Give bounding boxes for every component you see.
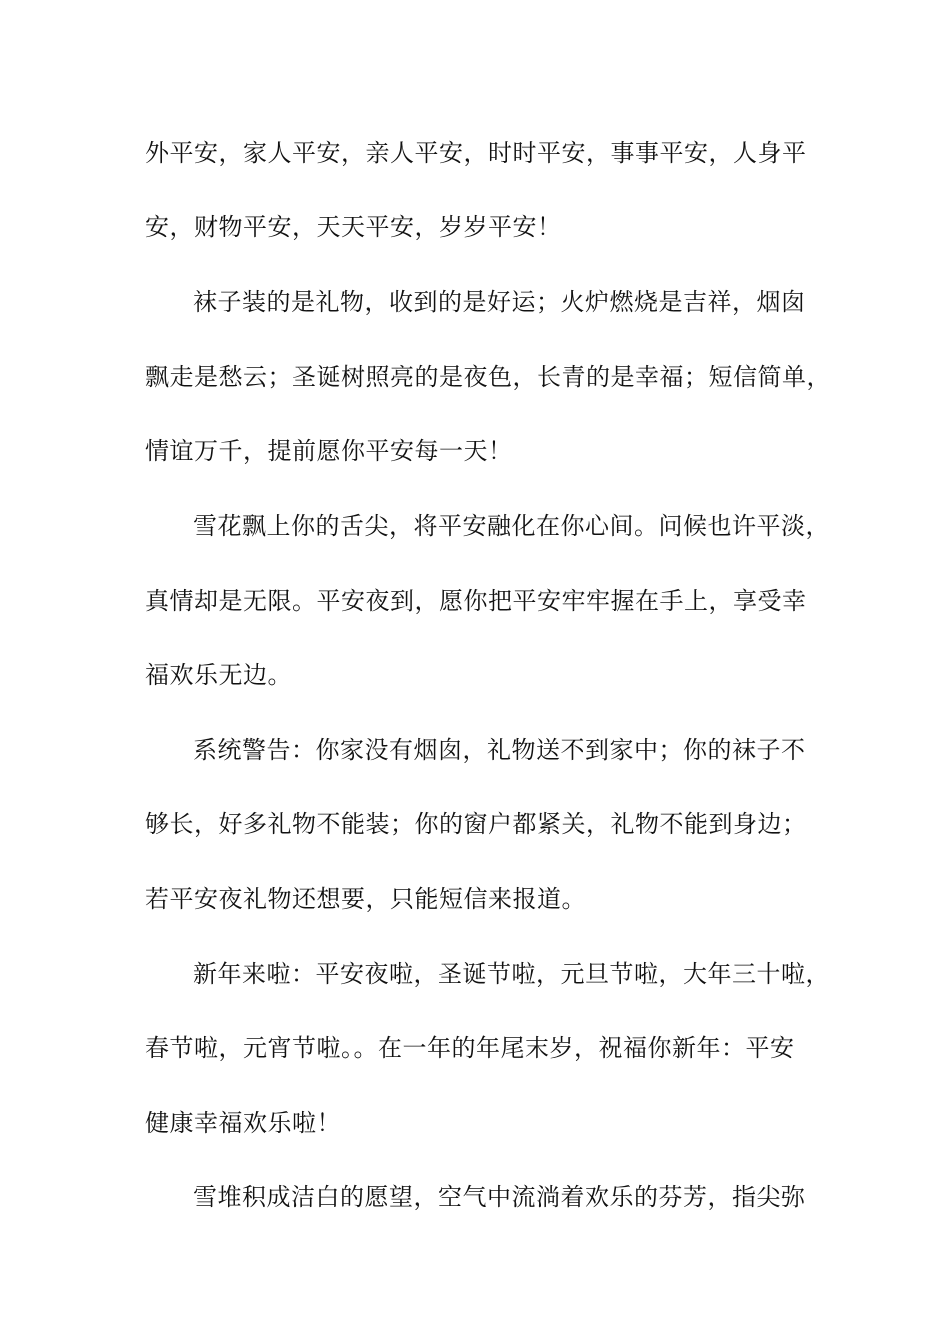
text-line: 福欢乐无边。: [145, 661, 292, 689]
text-line: 春节啦，元宵节啦。。在一年的年尾末岁，祝福你新年：平安: [145, 1034, 795, 1062]
paragraph-first-line: 雪花飘上你的舌尖，将平安融化在你心间。问候也许平淡，: [193, 512, 830, 540]
text-line: 够长，好多礼物不能装；你的窗户都紧关，礼物不能到身边；: [145, 810, 807, 838]
text-line: 真情却是无限。平安夜到，愿你把平安牢牢握在手上，享受幸: [145, 587, 807, 615]
text-line: 外平安，家人平安，亲人平安，时时平安，事事平安，人身平: [145, 139, 807, 167]
text-line: 安，财物平安，天天平安，岁岁平安！: [145, 213, 562, 241]
paragraph-first-line: 系统警告：你家没有烟囱，礼物送不到家中；你的袜子不: [193, 736, 806, 764]
paragraph-first-line: 雪堆积成洁白的愿望，空气中流淌着欢乐的芬芳，指尖弥: [193, 1183, 806, 1211]
text-line: 若平安夜礼物还想要，只能短信来报道。: [145, 885, 586, 913]
paragraph-first-line: 袜子装的是礼物，收到的是好运；火炉燃烧是吉祥，烟囱: [193, 288, 806, 316]
text-line: 健康幸福欢乐啦！: [145, 1109, 341, 1137]
text-line: 情谊万千，提前愿你平安每一天！: [145, 437, 513, 465]
text-line: 飘走是愁云；圣诞树照亮的是夜色，长青的是幸福；短信简单，: [145, 363, 831, 391]
paragraph-first-line: 新年来啦：平安夜啦，圣诞节啦，元旦节啦，大年三十啦，: [193, 960, 830, 988]
